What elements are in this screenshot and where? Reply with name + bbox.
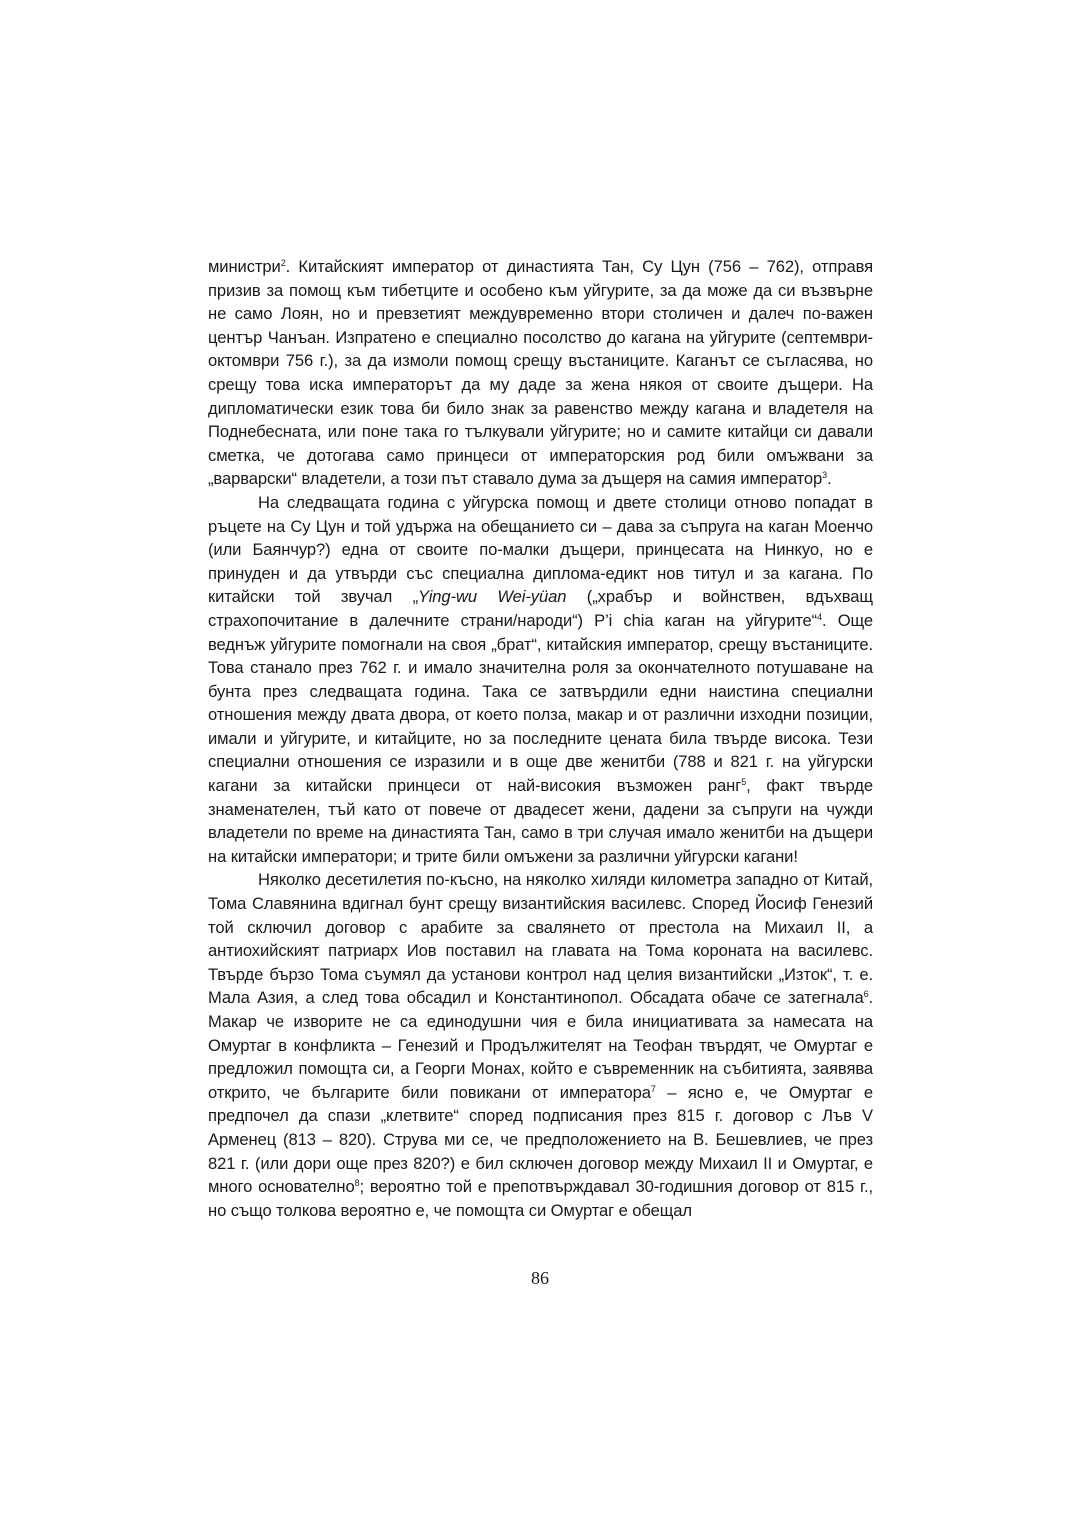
footnote-ref-8[interactable]: 8 [354, 1178, 360, 1189]
paragraph-3 [208, 868, 873, 1222]
text-run: . Макар че изворите не са единодушни чия е била инициативата за намесата на Омуртаг в конфликта – Генезий и Продължителят на Теофан твърдят, че Омуртаг е предложил помощта си, а Георги Монах, който е съвременник на събитията, заявява открито, че българите били повикани от императора [208, 988, 873, 1102]
page-number: 86 [531, 1268, 549, 1288]
text-run: – ясно е, че Омуртаг е предпочел да спази „клетвите“ според подписания през 815 г. договор с Лъв V Арменец (813 – 820). Струва ми се, че предположението на В. Бешевлиев, че през 821 г. (или дори още през 820?) е бил сключен договор между Михаил II и Омуртаг, е много основателно [208, 1082, 873, 1197]
paragraph-1 [208, 255, 873, 491]
text-run: . Още веднъж уйгурите помогнали на своя „брат“, китайския император, срещу въстаниците. Това станало през 762 г. и имало значителна роля за окончателното потушаване на бунта през следващата година. Така се затвърдили едни наистина специални отношения между двата двора, от което полза, макар и от различни изходни позиции, имали и уйгурите, и китайците, но за последните цената била твърде висока. Тези специални отношения се изразили и в още две женитби (788 и 821 г. на уйгурски кагани за китайски принцеси от най-високия възможен ранг [208, 610, 873, 796]
footnote-ref-6[interactable]: 6 [863, 989, 869, 1000]
footnote-ref-5[interactable]: 5 [741, 777, 747, 788]
text-run: ; вероятно той е препотвърждавал 30-годишния договор от 815 г., но също толкова вероятно е, че помощта си Омуртаг е обещал [208, 1177, 873, 1220]
text-run: министри [208, 257, 281, 276]
page-body [208, 255, 873, 1222]
text-run: Няколко десетилетия по-късно, на няколко хиляди километра западно от Китай, Тома Славянина вдигнал бунт срещу византийския василевс. Според Йосиф Генезий той сключил договор с арабите за свалянето от престола на Михаил II, а антиохийският патриарх Иов поставил на главата на Тома короната на василевс. Твърде бързо Тома съумял да установи контрол над целия византийски „Изток“, т. е. Мала Азия, а след това обсадил и Константинопол. Обсадата обаче се затегнала [208, 870, 873, 1008]
italic-term: Ying-wu Wei-yüan [418, 587, 567, 607]
footnote-ref-4[interactable]: 4 [817, 611, 823, 622]
footnote-ref-2[interactable]: 2 [280, 258, 286, 268]
text-run: . [827, 469, 832, 489]
paragraph-2 [208, 491, 873, 869]
text-run: На следващата година с уйгурска помощ и двете столици отново попадат в ръцете на Су Цун и той удържа на обещанието си – дава за съпруга на каган Моенчо (или Баянчур?) една от своите по-малки дъщери, принцесата на Нинкуо, но е принуден и да утвърди със специална диплома-едикт нов титул и за кагана. По китайски той звучал „ [208, 492, 873, 607]
text-run: , факт твърде знаменателен, тъй като от повече от двадесет жени, дадени за съпруги на чужди владетели по време на династията Тан, само в три случая имало женитби на дъщери на китайски императори; и трите били омъжени за различни уйгурски кагани! [208, 776, 874, 866]
footnote-ref-7[interactable]: 7 [650, 1083, 656, 1094]
text-run: . Китайският император от династията Тан, Су Цун (756 – 762), отправя призив за помощ към тибетците и особено към уйгурите, за да може да си възвърне не само Лоян, но и превзетият междувременно втори столичен и далеч по-важен център Чанъан. Изпратено е специално посолство до кагана на уйгурите (септември-октомври 756 г.), за да измоли помощ срещу въстаниците. Каганът се съгласява, но срещу това иска императорът да му даде за жена някоя от своите дъщери. На дипломатически език това би било знак за равенство между кагана и владетеля на Поднебесната, или поне така го тълкували уйгурите; но и самите китайци си давали сметка, че дотогава само принцеси от императорския род били омъжвани за „варварски“ владетели, а този път ставало дума за дъщеря на самия император [208, 257, 873, 489]
text-run: („храбър и войнствен, вдъхващ страхопочитание в далечните страни/народи“) P’i chia каган на уйгурите“ [208, 587, 873, 630]
footnote-ref-3[interactable]: 3 [822, 470, 828, 481]
